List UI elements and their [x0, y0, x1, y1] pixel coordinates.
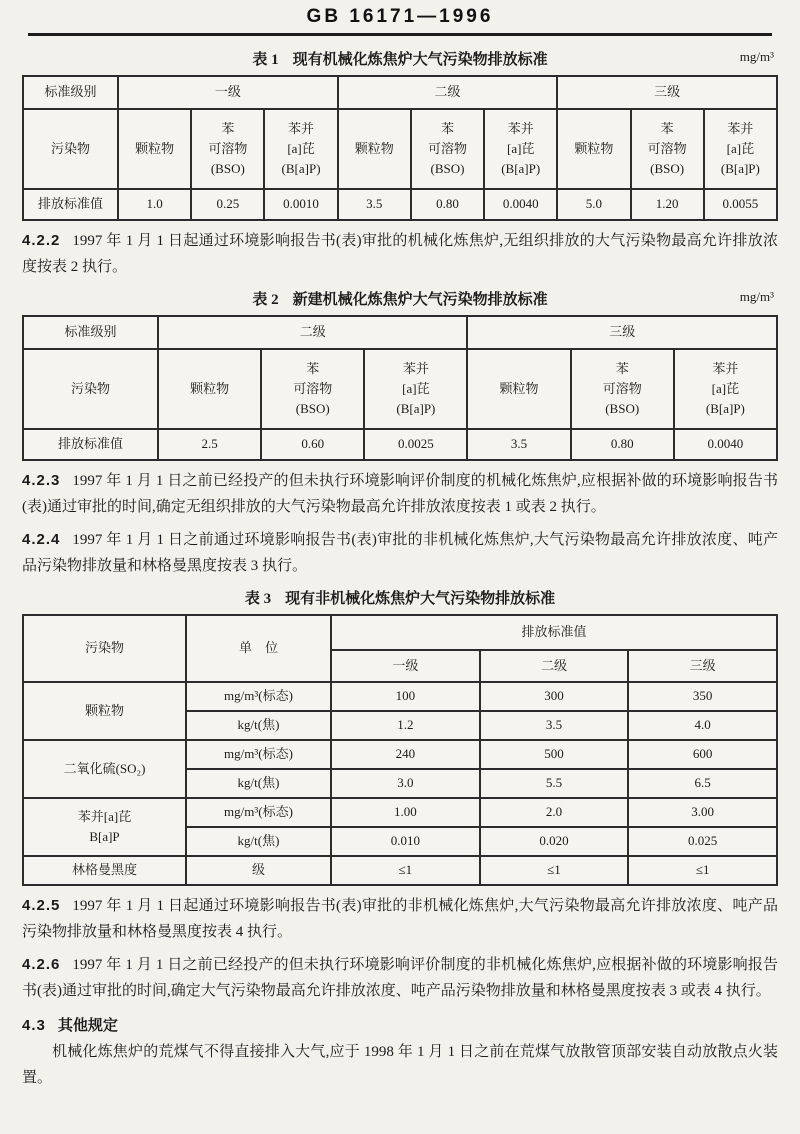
value-cell: 0.80 [411, 189, 484, 220]
document-number: GB 16171—1996 [306, 6, 494, 27]
cell-line: (BSO) [430, 161, 465, 177]
level-cell: 三级 [467, 316, 777, 349]
pollutant-cell [191, 109, 264, 189]
cell-line: (B[a]P) [501, 161, 541, 177]
value-cell: 300 [480, 682, 629, 711]
cell-line: 苯并 [288, 120, 315, 136]
value-cell: 0.25 [191, 189, 264, 220]
value-cell: 0.0010 [264, 189, 337, 220]
table2-value-row [23, 429, 777, 460]
cell-line: 苯并 [712, 360, 739, 376]
table2-unit-label: mg/m³ [739, 289, 774, 304]
cell-line: 可溶物 [602, 380, 642, 396]
value-cell: 3.5 [480, 711, 629, 740]
pollutant-cell: 颗粒物 [467, 349, 570, 429]
table-row [23, 740, 777, 769]
value-cell: 2.5 [158, 429, 261, 460]
value-cell: 4.0 [628, 711, 777, 740]
cell-line: (B[a]P) [396, 401, 436, 417]
section-number: 4.2.2 [22, 232, 61, 249]
section-4-3-body [22, 1039, 778, 1091]
value-cell: 3.00 [628, 798, 777, 827]
unit-cell: kg/t(焦) [186, 769, 331, 798]
pollutant-cell [411, 109, 484, 189]
value-cell: 0.0040 [674, 429, 777, 460]
value-cell: 500 [480, 740, 629, 769]
value-cell: 1.20 [631, 189, 704, 220]
pollutant-cell: 颗粒物 [557, 109, 630, 189]
cell-line: 苯 [660, 120, 674, 136]
cell-line: 可溶物 [427, 140, 467, 156]
table1-value-row [23, 189, 777, 220]
section-text: 1997 年 1 月 1 日起通过环境影响报告书(表)审批的非机械化炼焦炉,大气污染物最高允许排放浓度、吨产品污染物排放量和林格曼黑度按表 4 执行。 [22, 898, 778, 940]
pollutant-cell [674, 349, 777, 429]
value-cell: 240 [331, 740, 480, 769]
value-label-cell: 排放标准值 [23, 189, 118, 220]
level-header-cell: 标准级别 [23, 316, 158, 349]
pollutant-cell: 颗粒物 [118, 109, 191, 189]
cell-line: B[a]P [89, 829, 120, 844]
table2 [22, 315, 778, 461]
section-number: 4.2.4 [22, 531, 61, 548]
cell-line: 可溶物 [293, 380, 333, 396]
pollutant-cell: 颗粒物 [23, 682, 186, 740]
value-cell: 0.020 [480, 827, 629, 856]
cell-line: 苯并 [727, 120, 754, 136]
level-cell: 三级 [557, 76, 777, 109]
section-number: 4.3 [22, 1017, 46, 1034]
table3-header-row-1 [23, 615, 777, 650]
cell-line: 苯并 [507, 120, 534, 136]
unit-cell: kg/t(焦) [186, 711, 331, 740]
level-cell: 二级 [480, 650, 629, 682]
table2-level-row [23, 316, 777, 349]
pollutant-cell [264, 109, 337, 189]
value-cell: 1.2 [331, 711, 480, 740]
value-cell: 100 [331, 682, 480, 711]
table2-caption-number: 表 2 [252, 292, 279, 308]
table-row [23, 856, 777, 885]
cell-line: 苯 [440, 120, 454, 136]
cell-line: (BSO) [210, 161, 245, 177]
section-4-2-6 [22, 952, 778, 1004]
table1 [22, 75, 778, 221]
pollutant-cell [364, 349, 467, 429]
level-cell: 二级 [158, 316, 467, 349]
value-cell: 3.5 [338, 189, 411, 220]
pollutant-cell: 二氧化硫(SO₂) [23, 740, 186, 798]
section-text: 1997 年 1 月 1 日之前通过环境影响报告书(表)审批的非机械化炼焦炉,大气污染物最高允许排放浓度、吨产品污染物排放量和林格曼黑度按表 3 执行。 [22, 532, 778, 574]
cell-line: (BSO) [650, 161, 685, 177]
level-cell: 一级 [118, 76, 338, 109]
value-cell: 0.010 [331, 827, 480, 856]
table1-level-row [23, 76, 777, 109]
pollutant-cell [261, 349, 364, 429]
cell-line: (B[a]P) [720, 161, 760, 177]
section-number: 4.2.3 [22, 472, 61, 489]
table2-pollutant-row [23, 349, 777, 429]
cell-line: (B[a]P) [281, 161, 321, 177]
level-cell: 二级 [338, 76, 558, 109]
cell-line: (BSO) [605, 401, 640, 417]
section-4-2-4 [22, 527, 778, 579]
value-cell: 2.0 [480, 798, 629, 827]
value-cell: 3.0 [331, 769, 480, 798]
table1-unit-label: mg/m³ [739, 49, 774, 64]
value-cell: 1.00 [331, 798, 480, 827]
section-number: 4.2.5 [22, 897, 61, 914]
unit-cell: kg/t(焦) [186, 827, 331, 856]
cell-line: 可溶物 [208, 140, 248, 156]
section-text: 1997 年 1 月 1 日之前已经投产的但未执行环境影响评价制度的非机械化炼焦炉,应根据补做的环境影响报告书(表)通过审批的时间,确定大气污染物最高允许排放浓度、吨产品污染物排放量和林格曼黑度按表 3 或表 4 执行。 [22, 957, 778, 999]
pollutant-cell [484, 109, 557, 189]
pollutant-header-cell: 污染物 [23, 349, 158, 429]
table2-caption [22, 288, 778, 309]
table1-pollutant-row [23, 109, 777, 189]
table3-caption [22, 587, 778, 608]
value-label-cell: 排放标准值 [23, 429, 158, 460]
cell-line: [a]芘 [402, 380, 430, 396]
section-text: 机械化炼焦炉的荒煤气不得直接排入大气,应于 1998 年 1 月 1 日之前在荒煤气放散管顶部安装自动放散点火装置。 [22, 1044, 778, 1086]
pollutant-header-cell: 污染物 [23, 615, 186, 682]
value-cell: 0.60 [261, 429, 364, 460]
value-cell: ≤1 [480, 856, 629, 885]
cell-line: [a]芘 [726, 140, 755, 156]
table1-caption-title: 现有机械化炼焦炉大气污染物排放标准 [292, 52, 548, 68]
value-cell: ≤1 [331, 856, 480, 885]
cell-line: 苯 [221, 120, 235, 136]
value-cell: 5.0 [557, 189, 630, 220]
cell-line: [a]芘 [711, 380, 740, 396]
cell-line: (B[a]P) [705, 401, 745, 417]
pollutant-cell [631, 109, 704, 189]
section-4-3-heading [22, 1014, 778, 1035]
pollutant-cell: 颗粒物 [158, 349, 261, 429]
table2-caption-title: 新建机械化炼焦炉大气污染物排放标准 [292, 292, 548, 308]
value-cell: 350 [628, 682, 777, 711]
value-cell: ≤1 [628, 856, 777, 885]
cell-line: (BSO) [295, 401, 330, 417]
unit-cell: mg/m³(标态) [186, 798, 331, 827]
pollutant-cell: 颗粒物 [338, 109, 411, 189]
section-text: 1997 年 1 月 1 日起通过环境影响报告书(表)审批的机械化炼焦炉,无组织排放的大气污染物最高允许排放浓度按表 2 执行。 [22, 233, 778, 275]
cell-line: 苯并 [402, 360, 429, 376]
unit-header-cell: 单 位 [186, 615, 331, 682]
cell-line: [a]芘 [506, 140, 535, 156]
header-rule [28, 33, 772, 36]
table3-caption-number: 表 3 [244, 591, 272, 607]
cell-line: 可溶物 [647, 140, 687, 156]
pollutant-cell [23, 798, 186, 856]
value-cell: 600 [628, 740, 777, 769]
section-4-2-5 [22, 893, 778, 945]
pollutant-header-cell: 污染物 [23, 109, 118, 189]
unit-cell: mg/m³(标态) [186, 740, 331, 769]
unit-cell: mg/m³(标态) [186, 682, 331, 711]
section-4-2-3 [22, 468, 778, 520]
value-cell: 0.0025 [364, 429, 467, 460]
value-cell: 0.025 [628, 827, 777, 856]
value-cell: 6.5 [628, 769, 777, 798]
section-4-2-2 [22, 228, 778, 280]
table-row [23, 682, 777, 711]
value-cell: 3.5 [467, 429, 570, 460]
value-cell: 0.80 [571, 429, 674, 460]
table1-caption-number: 表 1 [252, 52, 279, 68]
section-number: 4.2.6 [22, 956, 61, 973]
value-cell: 0.0040 [484, 189, 557, 220]
level-cell: 一级 [331, 650, 480, 682]
pollutant-cell [571, 349, 674, 429]
value-header-cell: 排放标准值 [331, 615, 777, 650]
pollutant-cell [704, 109, 777, 189]
cell-line: 苯 [306, 360, 320, 376]
value-cell: 5.5 [480, 769, 629, 798]
cell-line: 苯 [615, 360, 629, 376]
pollutant-cell: 林格曼黑度 [23, 856, 186, 885]
level-cell: 三级 [628, 650, 777, 682]
section-text: 1997 年 1 月 1 日之前已经投产的但未执行环境影响评价制度的机械化炼焦炉,应根据补做的环境影响报告书(表)通过审批的时间,确定无组织排放的大气污染物最高允许排放浓度按表 1 或表 2 执行。 [22, 473, 778, 515]
table3 [22, 614, 778, 886]
level-header-cell: 标准级别 [23, 76, 118, 109]
table3-caption-title: 现有非机械化炼焦炉大气污染物排放标准 [285, 591, 556, 607]
value-cell: 1.0 [118, 189, 191, 220]
value-cell: 0.0055 [704, 189, 777, 220]
section-title: 其他规定 [57, 1018, 118, 1034]
unit-cell: 级 [186, 856, 331, 885]
cell-line: 苯并[a]芘 [77, 808, 132, 824]
table-row [23, 798, 777, 827]
table1-caption [22, 48, 778, 69]
cell-line: [a]芘 [287, 140, 315, 156]
